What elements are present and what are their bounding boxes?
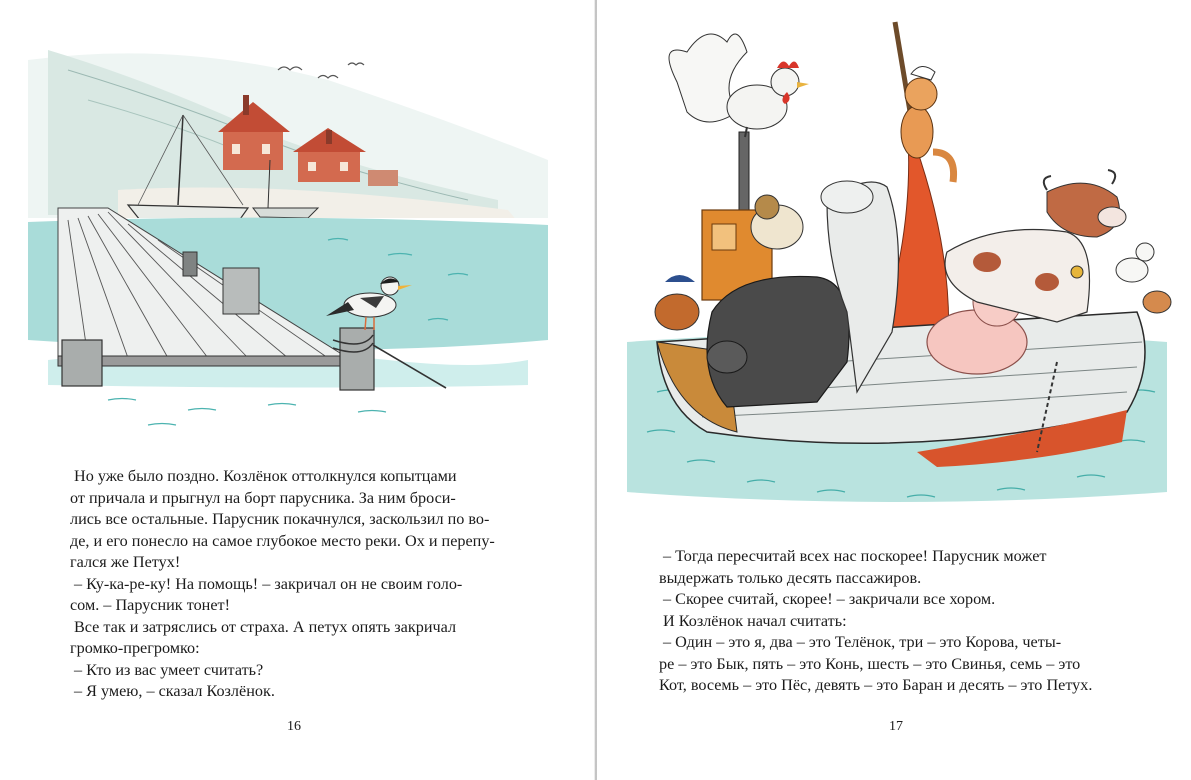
text-line: – Ку-ка-ре-ку! На помощь! – закричал он не своим голо-: [74, 574, 463, 593]
right-page-text: [659, 546, 1143, 697]
text-line: – Один – это я, два – это Телёнок, три – это Корова, четы-: [663, 633, 1062, 651]
text-line: лись все остальные. Парусник покачнулся, заскользил по во-: [70, 510, 490, 528]
text-line: И Козлёнок начал считать:: [663, 611, 847, 630]
text-line: гался же Петух!: [70, 553, 181, 571]
text-line: ре – это Бык, пять – это Конь, шесть – это Свинья, семь – это: [659, 654, 1081, 673]
text-line: от причала и прыгнул на борт парусника. За ним броси-: [70, 488, 456, 507]
text-line: – Кто из вас умеет считать?: [74, 660, 264, 679]
animals-on-sailboat-illustration: [617, 12, 1177, 532]
page-number: 16: [287, 719, 301, 734]
text-line: громко-прегромко:: [70, 639, 200, 657]
text-line: – Скорее считай, скорее! – закричали все хором.: [663, 590, 996, 608]
text-line: Но уже было поздно. Козлёнок оттолкнулся копытцами: [74, 467, 457, 485]
text-line: – Я умею, – сказал Козлёнок.: [74, 682, 275, 700]
text-line: выдержать только десять пассажиров.: [659, 568, 922, 587]
text-line: сом. – Парусник тонет!: [70, 596, 230, 614]
right-page: [597, 0, 1191, 780]
text-line: – Тогда пересчитай всех нас поскорее! Парусник может: [663, 547, 1047, 565]
harbor-pier-seagull-illustration: [28, 40, 548, 440]
text-line: Все так и затряслись от страха. А петух опять закричал: [74, 617, 457, 636]
text-line: де, и его понесло на самое глубокое место реки. Ох и перепу-: [70, 531, 495, 550]
left-page-text: [70, 466, 540, 703]
text-line: Кот, восемь – это Пёс, девять – это Баран и десять – это Петух.: [659, 676, 1093, 694]
page-number: 17: [889, 719, 903, 734]
